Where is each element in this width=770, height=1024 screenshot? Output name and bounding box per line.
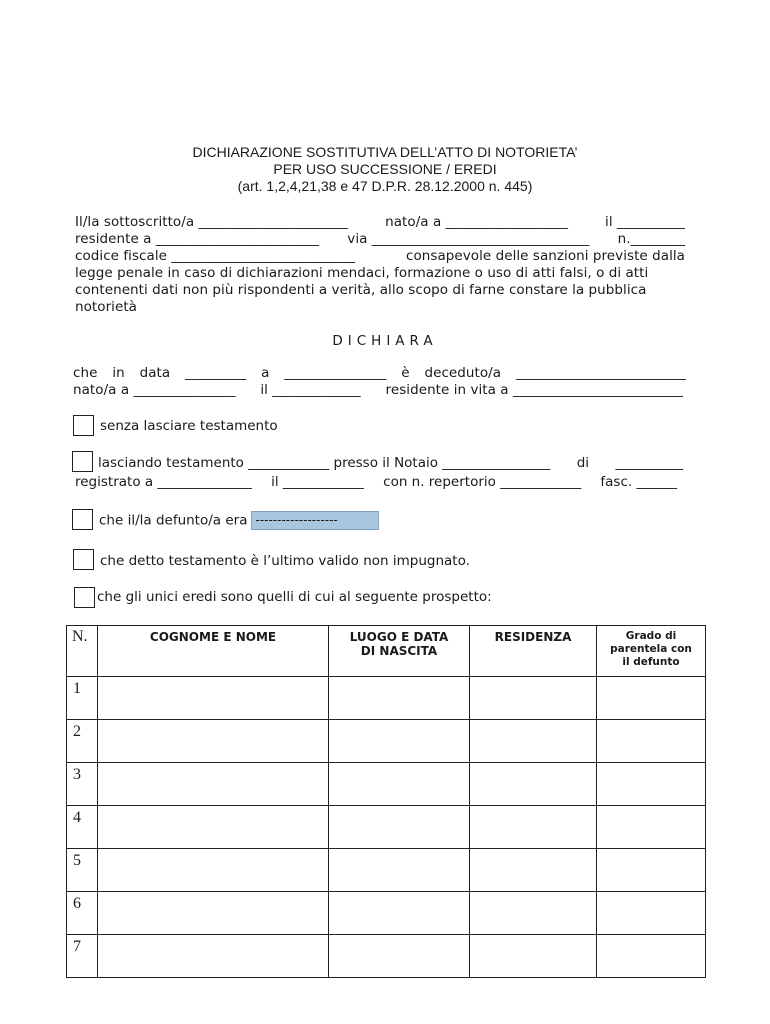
death-word-3: data [139, 365, 171, 381]
row-number: 6 [67, 892, 98, 935]
heir-name-cell[interactable] [98, 806, 329, 849]
heirs-label: che gli unici eredi sono quelli di cui al seguente prospetto: [97, 589, 492, 605]
no-will-checkbox[interactable] [73, 415, 94, 436]
intro-text-3: consapevole delle sanzioni previste dalla [405, 248, 685, 264]
heir-kinship-cell[interactable] [597, 806, 706, 849]
header-name: COGNOME E NOME [98, 626, 329, 677]
row-number: 5 [67, 849, 98, 892]
heir-residence-cell[interactable] [470, 935, 597, 978]
heir-name-cell[interactable] [98, 935, 329, 978]
birthplace-field[interactable]: nato/a a __________________ [385, 214, 569, 230]
marital-status-label: che il/la defunto/a era [99, 512, 248, 529]
declare-heading: DICHIARA [332, 333, 438, 349]
title-line-3: (art. 1,2,4,21,38 e 47 D.P.R. 28.12.2000 n. 445) [237, 178, 533, 194]
with-will-checkbox[interactable] [72, 451, 93, 472]
header-kinship-line-3: il defunto [622, 656, 680, 668]
will-date-notary-field[interactable]: lasciando testamento ____________ presso il Notaio ________________ [98, 455, 551, 471]
heir-name-cell[interactable] [98, 763, 329, 806]
table-row [67, 806, 706, 849]
tax-code-field[interactable]: codice fiscale ___________________________ [75, 248, 355, 264]
title-line-2: PER USO SUCCESSIONE / EREDI [273, 161, 497, 177]
heir-residence-cell[interactable] [470, 806, 597, 849]
deceased-residence-field[interactable]: residente in vita a _________________________ [385, 382, 683, 398]
heir-birth-cell[interactable] [329, 849, 470, 892]
last-will-checkbox[interactable] [73, 549, 94, 570]
no-will-label: senza lasciare testamento [100, 418, 278, 434]
intro-line-1 [75, 214, 685, 230]
heir-kinship-cell[interactable] [597, 720, 706, 763]
header-kinship [597, 626, 706, 677]
street-field[interactable]: via ________________________________ [347, 231, 590, 247]
table-row [67, 720, 706, 763]
heir-name-cell[interactable] [98, 677, 329, 720]
death-word-6: deceduto/a [424, 365, 502, 381]
deceased-birthplace-field[interactable]: nato/a a _______________ [73, 382, 236, 398]
deceased-name-field[interactable]: _________________________ [515, 365, 686, 381]
heirs-table [66, 625, 706, 978]
heir-birth-cell[interactable] [329, 677, 470, 720]
heir-name-cell[interactable] [98, 892, 329, 935]
heir-residence-cell[interactable] [470, 720, 597, 763]
death-word-4: a [261, 365, 270, 381]
table-row [67, 677, 706, 720]
registered-at-field[interactable]: registrato a ______________ [75, 474, 252, 490]
header-kinship-line-2: parentela con [610, 643, 692, 655]
document-title [0, 144, 770, 195]
row-number: 7 [67, 935, 98, 978]
heir-birth-cell[interactable] [329, 935, 470, 978]
intro-line-6: notorietà [75, 299, 137, 315]
declarant-name-field[interactable]: Il/la sottoscritto/a ______________________ [75, 214, 349, 230]
header-number: N. [67, 626, 98, 677]
header-birth-line-1: LUOGO E DATA [349, 630, 449, 644]
heir-residence-cell[interactable] [470, 849, 597, 892]
heir-birth-cell[interactable] [329, 763, 470, 806]
header-kinship-line-1: Grado di [625, 630, 677, 642]
heir-kinship-cell[interactable] [597, 677, 706, 720]
street-number-field[interactable]: n.________ [617, 231, 685, 247]
death-word-5: è [401, 365, 410, 381]
row-number: 1 [67, 677, 98, 720]
fasc-field[interactable]: fasc. ______ [600, 474, 677, 490]
heir-birth-cell[interactable] [329, 806, 470, 849]
birthdate-field[interactable]: il __________ [605, 214, 685, 230]
header-birth-line-2: DI NASCITA [360, 644, 438, 658]
table-header-row [67, 626, 706, 677]
death-date-field[interactable]: _________ [185, 365, 247, 381]
table-row [67, 849, 706, 892]
deceased-birthdate-field[interactable]: il _____________ [260, 382, 361, 398]
marital-status-row [99, 511, 379, 530]
intro-line-2 [75, 231, 685, 247]
table-row [67, 935, 706, 978]
heir-kinship-cell[interactable] [597, 935, 706, 978]
heir-residence-cell[interactable] [470, 763, 597, 806]
row-number: 4 [67, 806, 98, 849]
heir-kinship-cell[interactable] [597, 849, 706, 892]
row-number: 3 [67, 763, 98, 806]
marital-status-checkbox[interactable] [72, 509, 93, 530]
intro-line-3 [75, 248, 685, 264]
intro-line-4: legge penale in caso di dichiarazioni mendaci, formazione o uso di atti falsi, o di atti [75, 265, 649, 281]
table-row [67, 892, 706, 935]
header-birth [329, 626, 470, 677]
table-row [67, 763, 706, 806]
heir-name-cell[interactable] [98, 720, 329, 763]
marital-status-dropdown[interactable]: ------------------- [251, 511, 379, 530]
notary-place-field[interactable]: __________ [615, 455, 683, 471]
heir-kinship-cell[interactable] [597, 763, 706, 806]
heir-kinship-cell[interactable] [597, 892, 706, 935]
header-residence: RESIDENZA [470, 626, 597, 677]
heir-residence-cell[interactable] [470, 677, 597, 720]
death-line-2 [73, 382, 683, 398]
heir-birth-cell[interactable] [329, 720, 470, 763]
death-word-2: in [112, 365, 125, 381]
residence-field[interactable]: residente a ________________________ [75, 231, 320, 247]
heirs-checkbox[interactable] [74, 587, 95, 608]
death-word-1: che [73, 365, 98, 381]
with-will-line-1 [98, 455, 683, 471]
heir-name-cell[interactable] [98, 849, 329, 892]
death-line-1 [73, 365, 686, 381]
death-place-field[interactable]: _______________ [284, 365, 387, 381]
intro-line-5: contenenti dati non più rispondenti a verità, allo scopo di farne constare la pubblica [75, 282, 647, 298]
title-line-1: DICHIARAZIONE SOSTITUTIVA DELL’ATTO DI NOTORIETA’ [192, 144, 578, 160]
heir-residence-cell[interactable] [470, 892, 597, 935]
will-di-word: di [576, 455, 590, 471]
heir-birth-cell[interactable] [329, 892, 470, 935]
repertory-number-field[interactable]: con n. repertorio ____________ [383, 474, 582, 490]
last-will-label: che detto testamento è l’ultimo valido non impugnato. [100, 553, 470, 569]
row-number: 2 [67, 720, 98, 763]
registered-date-field[interactable]: il ____________ [271, 474, 364, 490]
with-will-line-2 [75, 474, 677, 490]
